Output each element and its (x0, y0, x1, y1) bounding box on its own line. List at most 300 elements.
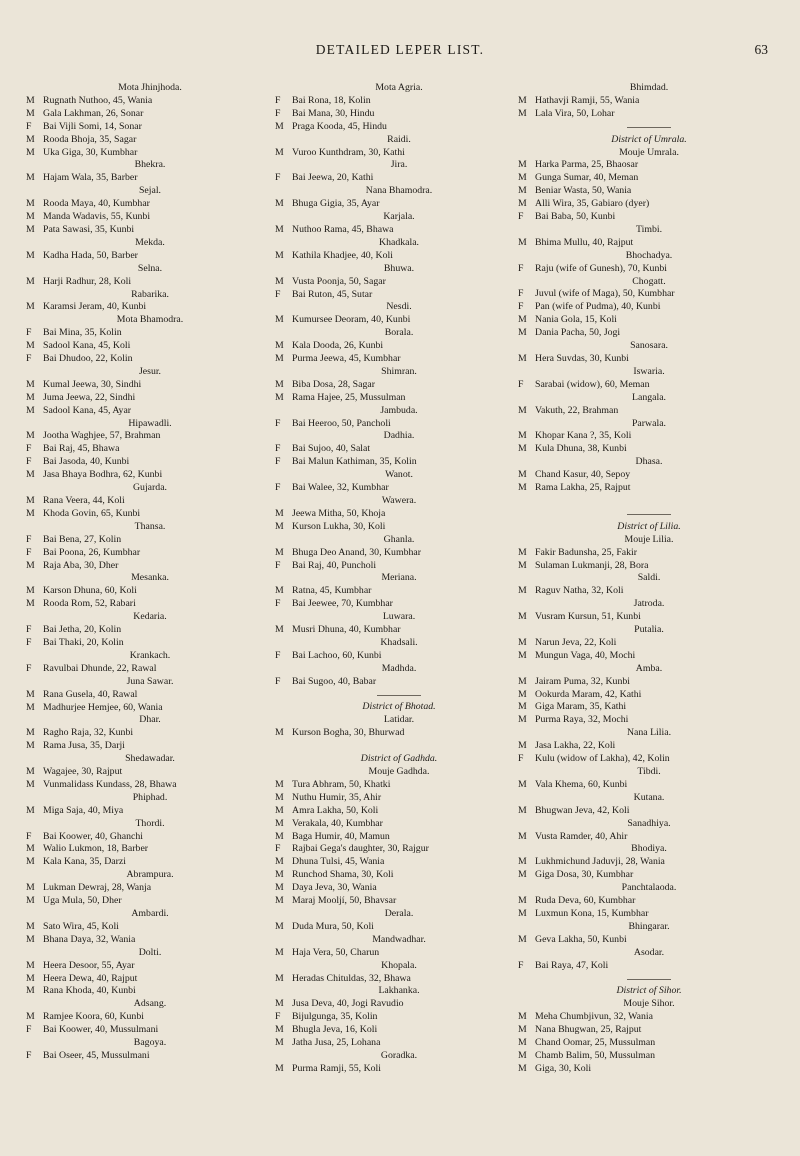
village-heading: Bhochadya. (625, 249, 673, 261)
entry-text: Heradas Chituldas, 32, Bhawa (292, 972, 411, 984)
sex-marker: M (518, 856, 527, 868)
entry-text: Daya Jeva, 30, Wania (292, 882, 377, 894)
leper-entry (26, 534, 274, 547)
leper-entry (275, 624, 523, 637)
village-heading: Thansa. (134, 520, 166, 532)
village-heading: Timbi. (635, 223, 663, 235)
entry-text: Bai Mina, 35, Kolin (43, 327, 122, 339)
leper-entry (518, 353, 780, 366)
leper-entry (518, 779, 780, 792)
sex-marker: M (518, 1049, 527, 1061)
sex-marker: F (275, 843, 281, 855)
entry-text: Bai Oseer, 45, Mussulmani (43, 1049, 150, 1061)
sex-marker: F (275, 288, 281, 300)
entry-text: Beniar Wasta, 50, Wania (535, 185, 632, 197)
sex-marker: F (275, 456, 281, 468)
entry-text: Ruda Deva, 60, Kumbhar (535, 895, 636, 907)
sex-marker: M (26, 985, 35, 997)
leper-entry (275, 843, 523, 856)
entry-text: Bai Jasoda, 40, Kunbi (43, 456, 130, 468)
sex-marker: M (275, 895, 284, 907)
sex-marker: M (275, 520, 284, 532)
entry-text: Raju (wife of Gunesh), 70, Kunbi (535, 262, 667, 274)
village-heading: Latidar. (383, 714, 415, 726)
leper-entry (518, 856, 780, 869)
village-heading: Mekda. (135, 236, 165, 248)
section-divider (275, 689, 523, 702)
sex-marker: M (518, 688, 527, 700)
entry-text: Purma Ramji, 55, Koli (292, 1062, 381, 1074)
leper-entry (518, 1050, 780, 1063)
village-heading: Ghanla. (383, 533, 415, 545)
leper-entry (275, 650, 523, 663)
leper-entry (26, 121, 274, 134)
entry-text: Bai Heeroo, 50, Pancholi (292, 417, 391, 429)
village-heading: Kedaria. (133, 611, 167, 623)
village-heading: Bhuwa. (383, 262, 415, 274)
sex-marker: M (26, 507, 35, 519)
entry-text: Uka Giga, 30, Kumbhar (43, 146, 138, 158)
sex-marker: M (518, 172, 527, 184)
entry-text: Jasa Lakha, 22, Koli (535, 740, 616, 752)
entry-text: Kulu (widow of Lakha), 42, Kolin (535, 753, 670, 765)
village-heading: Tibdi. (637, 766, 661, 777)
entry-text: Jootha Waghjee, 57, Brahman (43, 430, 161, 442)
entry-text: Raguv Natha, 32, Koli (535, 585, 624, 597)
leper-entry (26, 598, 274, 611)
sex-marker: M (275, 585, 284, 597)
entry-text: Jatha Jusa, 25, Lohana (292, 1037, 381, 1049)
leper-entry (26, 547, 274, 560)
sex-marker: M (518, 236, 527, 248)
leper-entry (26, 198, 274, 211)
sex-marker: M (275, 972, 284, 984)
sex-marker: M (275, 624, 284, 636)
leper-entry (518, 560, 780, 573)
village-heading: Mouje Lilia. (624, 533, 674, 545)
leper-entry (275, 250, 523, 263)
leper-entry (26, 276, 274, 289)
entry-text: Geva Lakha, 50, Kunbi (535, 933, 627, 945)
leper-entry (26, 637, 274, 650)
leper-entry (275, 676, 523, 689)
entry-text: Vunmalidass Kundass, 28, Bhawa (43, 778, 177, 790)
sex-marker: M (26, 404, 35, 416)
leper-entry (26, 327, 274, 340)
leper-entry (26, 405, 274, 418)
sex-marker: M (26, 223, 35, 235)
sex-marker: F (275, 649, 281, 661)
sex-marker: F (275, 107, 281, 119)
sex-marker: M (518, 895, 527, 907)
leper-entry (518, 831, 780, 844)
district-heading: District of Lilia. (617, 520, 681, 532)
leper-entry (518, 701, 780, 714)
sex-marker: M (26, 340, 35, 352)
leper-entry (26, 766, 274, 779)
leper-entry (518, 430, 780, 443)
leper-entry (26, 663, 274, 676)
entry-text: Vusta Ramder, 40, Ahir (535, 830, 628, 842)
sex-marker: M (26, 972, 35, 984)
leper-entry (26, 211, 274, 224)
entry-text: Raja Aba, 30, Dher (43, 559, 119, 571)
page-header (0, 42, 800, 60)
sex-marker: M (26, 933, 35, 945)
entry-text: Jasa Bhaya Bodhra, 62, Kunbi (43, 469, 163, 481)
sex-marker: M (275, 1062, 284, 1074)
village-heading: Wanot. (385, 469, 413, 481)
district-heading: District of Gadhda. (360, 753, 438, 765)
leper-entry (518, 237, 780, 250)
entry-text: Hera Suvdas, 30, Kunbi (535, 353, 629, 365)
sex-marker: M (518, 327, 527, 339)
entry-text: Baga Humir, 40, Mamun (292, 830, 390, 842)
entry-text: Manda Wadavis, 55, Kunbi (43, 211, 151, 223)
leper-entry (275, 456, 523, 469)
sex-marker: F (26, 624, 32, 636)
leper-entry (518, 1037, 780, 1050)
leper-entry (26, 624, 274, 637)
entry-text: Madhurjee Hemjee, 60, Wania (43, 701, 163, 713)
sex-marker: M (275, 817, 284, 829)
section-divider (518, 508, 780, 521)
village-heading: Meriana. (381, 572, 417, 584)
entry-text: Nuthoo Rama, 45, Bhawa (292, 223, 394, 235)
village-heading: Thordi. (135, 817, 165, 829)
sex-marker: F (26, 546, 32, 558)
village-heading: Rabarika. (131, 288, 169, 300)
sex-marker: M (518, 430, 527, 442)
sex-marker: M (275, 856, 284, 868)
leper-entry (275, 508, 523, 521)
entry-text: Karson Dhuna, 60, Koli (43, 585, 137, 597)
village-heading: Bhingarar. (628, 920, 670, 932)
sex-marker: M (26, 843, 35, 855)
entry-text: Rooda Rom, 52, Rabari (43, 598, 136, 610)
sex-marker: F (26, 1024, 32, 1036)
sex-marker: M (275, 314, 284, 326)
sex-marker: F (518, 301, 524, 313)
leper-entry (518, 805, 780, 818)
leper-entry (26, 856, 274, 869)
sex-marker: M (518, 933, 527, 945)
village-heading: Kutana. (633, 791, 665, 803)
leper-entry (275, 598, 523, 611)
entry-text: Musri Dhuna, 40, Kumbhar (292, 624, 401, 636)
sex-marker: M (518, 185, 527, 197)
sex-marker: M (518, 907, 527, 919)
leper-entry (275, 147, 523, 160)
entry-text: Bai Jeewa, 20, Kathi (292, 172, 374, 184)
village-heading: Sanadhiya. (627, 817, 671, 829)
leper-entry (275, 779, 523, 792)
sex-marker: F (26, 353, 32, 365)
leper-entry (518, 689, 780, 702)
leper-entry (518, 159, 780, 172)
entry-text: Dhuna Tulsi, 45, Wania (292, 856, 385, 868)
entry-text: Rana Veera, 44, Koli (43, 495, 125, 506)
entry-text: Fakir Badunsha, 25, Fakir (535, 546, 638, 558)
leper-entry (518, 547, 780, 560)
sex-marker: M (26, 249, 35, 261)
leper-entry (26, 740, 274, 753)
section-divider (518, 121, 780, 134)
sex-marker: M (26, 804, 35, 816)
leper-entry (26, 456, 274, 469)
entry-text: Dania Pacha, 50, Jogi (535, 327, 621, 339)
sex-marker: M (518, 198, 527, 210)
leper-entry (26, 702, 274, 715)
leper-entry (275, 108, 523, 121)
entry-text: Kathila Khadjee, 40, Koli (292, 249, 393, 261)
sex-marker: M (275, 275, 284, 287)
sex-marker: M (518, 740, 527, 752)
sex-marker: M (26, 701, 35, 713)
entry-text: Khopar Kana ?, 35, Koli (535, 430, 632, 442)
leper-entry (26, 95, 274, 108)
entry-text: Rana Khoda, 40, Kunbi (43, 985, 136, 997)
entry-text: Wagajee, 30, Rajput (43, 766, 123, 778)
sex-marker: M (26, 559, 35, 571)
sex-marker: M (518, 107, 527, 119)
spacer (275, 740, 523, 753)
entry-text: Bhuga Gigia, 35, Ayar (292, 198, 380, 210)
village-heading: Amba. (635, 662, 663, 674)
sex-marker: F (275, 1011, 281, 1023)
entry-text: Bai Sujoo, 40, Salat (292, 443, 371, 455)
leper-entry (275, 224, 523, 237)
leper-entry (26, 960, 274, 973)
entry-text: Purma Raya, 32, Mochi (535, 714, 629, 726)
leper-entry (518, 405, 780, 418)
sex-marker: M (275, 391, 284, 403)
sex-marker: F (275, 482, 281, 494)
sex-marker: M (275, 1037, 284, 1049)
village-heading: Karjala. (383, 211, 415, 223)
village-heading: Nana Bhamodra. (365, 185, 433, 197)
entry-text: Bai Koower, 40, Mussulmani (43, 1024, 159, 1036)
entry-text: Bai Vijli Somi, 14, Sonar (43, 120, 142, 132)
entry-text: Vuroo Kunthdram, 30, Kathi (292, 146, 405, 158)
entry-text: Kala Dooda, 26, Kunbi (292, 340, 384, 352)
village-heading: Jesur. (138, 365, 162, 377)
village-heading: Luwara. (382, 611, 416, 623)
village-heading: Putalia. (634, 624, 664, 636)
leper-entry (26, 495, 274, 508)
leper-entry (518, 379, 780, 392)
village-heading: Bagoya. (133, 1037, 167, 1049)
entry-text: Sarabai (widow), 60, Meman (535, 378, 650, 390)
sex-marker: M (26, 275, 35, 287)
entry-text: Nania Gola, 15, Koli (535, 314, 617, 326)
entry-text: Bai Thaki, 20, Kolin (43, 636, 124, 648)
sex-marker: F (518, 288, 524, 300)
village-heading: Jatroda. (633, 598, 665, 610)
village-heading: Shimran. (381, 365, 417, 377)
village-heading: Bhimdad. (629, 82, 669, 93)
village-heading: Gujarda. (132, 482, 167, 494)
entry-text: Biba Dosa, 28, Sagar (292, 378, 375, 390)
entry-text: Sato Wira, 45, Koli (43, 920, 119, 932)
leper-entry (275, 882, 523, 895)
sex-marker: M (518, 701, 527, 713)
leper-entry (26, 108, 274, 121)
leper-entry (518, 108, 780, 121)
leper-entry (275, 418, 523, 431)
entry-text: Ratna, 45, Kumbhar (292, 585, 372, 597)
leper-entry (275, 521, 523, 534)
sex-marker: F (26, 636, 32, 648)
sex-marker: M (275, 998, 284, 1010)
district-heading: District of Sihor. (616, 985, 682, 997)
sex-marker: F (518, 211, 524, 223)
leper-entry (275, 560, 523, 573)
leper-entry (26, 469, 274, 482)
leper-entry (26, 1011, 274, 1024)
sex-marker: M (26, 469, 35, 481)
column-1 (26, 82, 274, 1063)
leper-entry (275, 547, 523, 560)
leper-entry (275, 805, 523, 818)
sex-marker: M (26, 391, 35, 403)
sex-marker: M (518, 469, 527, 481)
entry-text: Bai Walee, 32, Kumbhar (292, 482, 389, 494)
sex-marker: M (518, 546, 527, 558)
entry-text: Vakuth, 22, Brahman (535, 404, 619, 416)
entry-text: Bijulgunga, 35, Kolin (292, 1011, 378, 1023)
leper-entry (26, 934, 274, 947)
leper-entry (275, 314, 523, 327)
entry-text: Bai Dhudoo, 22, Kolin (43, 353, 133, 365)
leper-entry (518, 650, 780, 663)
leper-entry (26, 895, 274, 908)
leper-entry (518, 301, 780, 314)
village-heading: Khadsali. (380, 636, 418, 648)
entry-text: Bai Jeewee, 70, Kumbhar (292, 598, 393, 610)
sex-marker: M (518, 636, 527, 648)
entry-text: Jeewa Mitha, 50, Khoja (292, 507, 386, 519)
sex-marker: M (518, 1024, 527, 1036)
sex-marker: F (26, 662, 32, 674)
entry-text: Rama Hajee, 25, Mussulman (292, 391, 406, 403)
village-heading: Mouje Gadhda. (368, 766, 430, 778)
leper-entry (275, 818, 523, 831)
sex-marker: M (26, 172, 35, 184)
village-heading: Selna. (137, 262, 163, 274)
sex-marker: M (518, 443, 527, 455)
entry-text: Rugnath Nuthoo, 45, Wania (43, 94, 153, 106)
sex-marker: M (518, 159, 527, 171)
village-heading: Nana Lilia. (626, 727, 672, 739)
sex-marker: M (26, 94, 35, 106)
entry-text: Bai Baba, 50, Kunbi (535, 211, 616, 223)
village-heading: Phiphad. (132, 791, 168, 803)
sex-marker: M (26, 146, 35, 158)
sex-marker: M (26, 301, 35, 313)
sex-marker: F (26, 120, 32, 132)
leper-entry (518, 263, 780, 276)
sex-marker: M (26, 740, 35, 752)
leper-entry (275, 443, 523, 456)
leper-entry (275, 792, 523, 805)
village-heading: Dadhia. (383, 430, 415, 442)
leper-entry (518, 960, 780, 973)
sex-marker: F (518, 753, 524, 765)
entry-text: Mungun Vaga, 40, Mochi (535, 649, 636, 661)
sex-marker: M (26, 585, 35, 597)
entry-text: Rana Gusela, 40, Rawal (43, 688, 138, 700)
village-heading: Juna Sawar. (126, 675, 174, 687)
village-heading: Iswaria. (633, 365, 665, 377)
leper-entry (26, 805, 274, 818)
sex-marker: F (275, 443, 281, 455)
entry-text: Bai Koower, 40, Ghanchi (43, 830, 144, 842)
sex-marker: M (275, 340, 284, 352)
sex-marker: F (518, 378, 524, 390)
sex-marker: F (275, 598, 281, 610)
leper-entry (26, 250, 274, 263)
entry-text: Lukhmichund Jaduvji, 28, Wania (535, 856, 665, 868)
leper-entry (275, 998, 523, 1011)
entry-text: Bai Poona, 26, Kumbhar (43, 546, 141, 558)
sex-marker: F (275, 559, 281, 571)
entry-text: Kurson Lukha, 30, Koli (292, 520, 386, 532)
leper-entry (275, 353, 523, 366)
sex-marker: M (275, 507, 284, 519)
village-heading: Mota Jhinjhoda. (118, 82, 182, 93)
sex-marker: M (518, 404, 527, 416)
village-heading: Sejal. (138, 185, 162, 197)
leper-entry (26, 560, 274, 573)
leper-entry (275, 95, 523, 108)
sex-marker: M (26, 856, 35, 868)
leper-entry (26, 779, 274, 792)
section-divider (518, 973, 780, 986)
entry-text: Bhima Mullu, 40, Rajput (535, 236, 634, 248)
entry-text: Praga Kooda, 45, Hindu (292, 120, 387, 132)
leper-entry (518, 714, 780, 727)
sex-marker: M (275, 946, 284, 958)
sex-marker: M (275, 869, 284, 881)
village-heading: Hipawadli. (128, 417, 172, 429)
entry-text: Ramjee Koora, 60, Kunbi (43, 1011, 144, 1023)
village-heading: Wawera. (381, 495, 417, 506)
entry-text: Walio Lukmon, 18, Barber (43, 843, 149, 855)
entry-text: Sadool Kana, 45, Koli (43, 340, 131, 352)
entry-text: Giga, 30, Koli (535, 1062, 592, 1074)
sex-marker: M (518, 94, 527, 106)
leper-entry (518, 288, 780, 301)
leper-entry (275, 289, 523, 302)
leper-entry (26, 921, 274, 934)
sex-marker: M (275, 249, 284, 261)
entry-text: Rama Lakha, 25, Rajput (535, 482, 631, 494)
entry-text: Hajam Wala, 35, Barber (43, 172, 138, 184)
sex-marker: M (275, 223, 284, 235)
sex-marker: M (275, 804, 284, 816)
leper-entry (518, 753, 780, 766)
entry-text: Ravulbai Dhunde, 22, Rawal (43, 662, 157, 674)
entry-text: Jairam Puma, 32, Kunbi (535, 675, 630, 687)
village-heading: Mandwadhar. (372, 933, 426, 945)
entry-text: Nuthu Humir, 35, Ahir (292, 791, 382, 803)
sex-marker: M (518, 585, 527, 597)
entry-text: Bai Mana, 30, Hindu (292, 107, 375, 119)
entry-text: Narun Jeva, 22, Koli (535, 636, 617, 648)
entry-text: Juma Jeewa, 22, Sindhi (43, 391, 136, 403)
village-heading: Khadkala. (379, 236, 419, 248)
